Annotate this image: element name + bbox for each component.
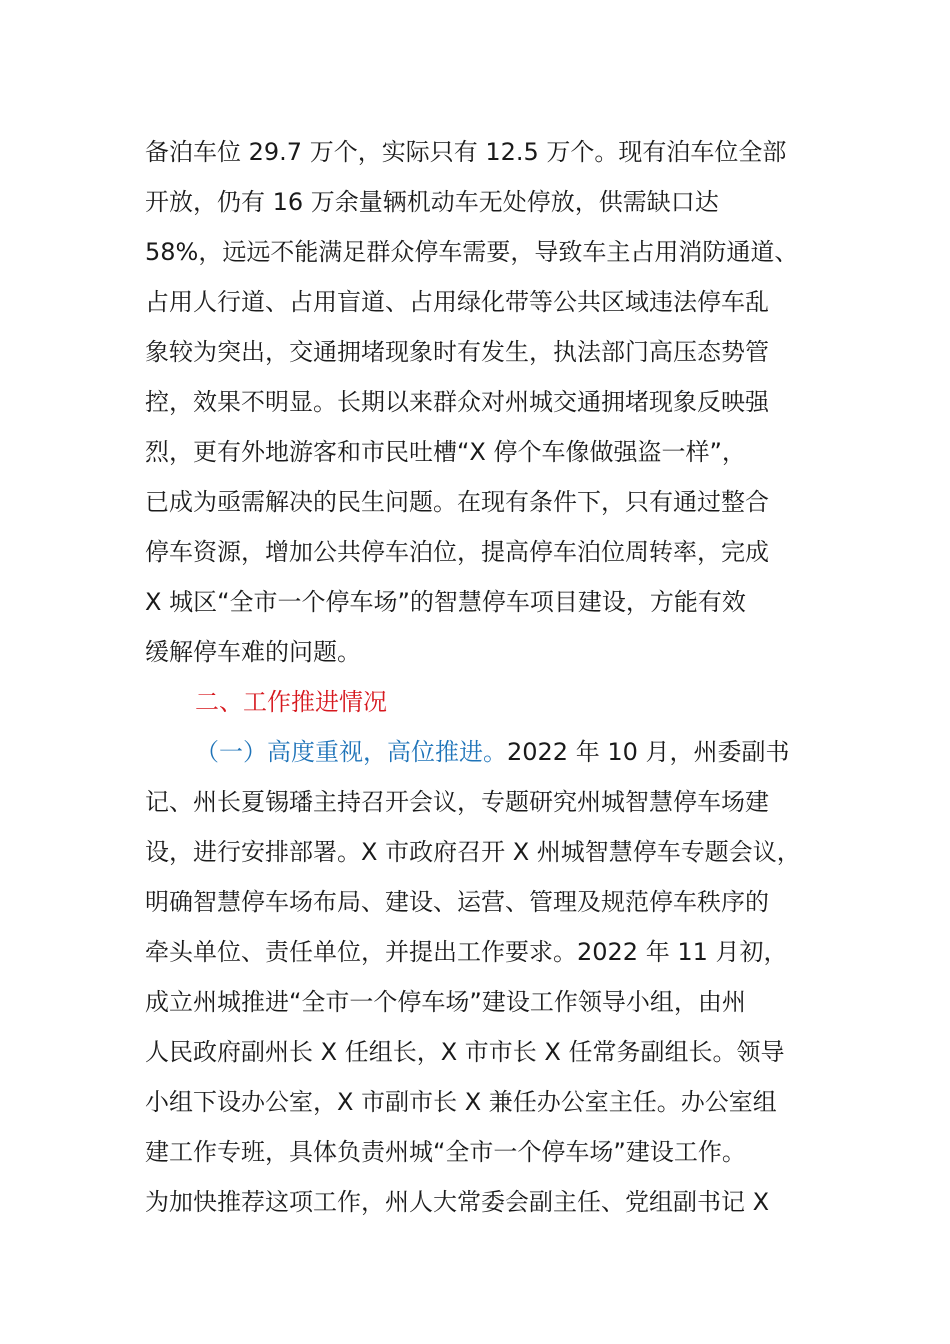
body-line: 58%，远远不能满足群众停车需要，导致车主占用消防通道、 [145,238,799,266]
body-line: 人民政府副州长 X 任组长，X 市市长 X 任常务副组长。领导 [145,1038,785,1066]
body-line: 控，效果不明显。长期以来群众对州城交通拥堵现象反映强 [145,388,769,416]
body-line: 已成为亟需解决的民生问题。在现有条件下，只有通过整合 [145,488,769,516]
section-heading: 二、工作推进情况 [195,688,387,716]
body-line: 设，进行安排部署。X 市政府召开 X 州城智慧停车专题会议， [145,838,801,866]
body-line: 建工作专班，具体负责州城“全市一个停车场”建设工作。 [145,1138,746,1166]
body-line: X 城区“全市一个停车场”的智慧停车项目建设，方能有效 [145,588,746,616]
body-line: 烈，更有外地游客和市民吐槽“X 停个车像做强盗一样”， [145,438,746,466]
body-line: 小组下设办公室，X 市副市长 X 兼任办公室主任。办公室组 [145,1088,777,1116]
body-line: 明确智慧停车场布局、建设、运营、管理及规范停车秩序的 [145,888,769,916]
body-line: 为加快推荐这项工作，州人大常委会副主任、党组副书记 X [145,1188,770,1216]
body-line: 开放，仍有 16 万余量辆机动车无处停放，供需缺口达 [145,188,719,216]
body-line: 占用人行道、占用盲道、占用绿化带等公共区域违法停车乱 [145,288,769,316]
body-line: 成立州城推进“全市一个停车场”建设工作领导小组，由州 [145,988,746,1016]
document-body [145,127,825,1227]
subsection-first-line-text: 2022 年 10 月，州委副书 [507,738,790,766]
body-line: 记、州长夏锡璠主持召开会议，专题研究州城智慧停车场建 [145,788,769,816]
body-line: 牵头单位、责任单位，并提出工作要求。2022 年 11 月初， [145,938,788,966]
body-line: 停车资源，增加公共停车泊位，提高停车泊位周转率，完成 [145,538,769,566]
body-line: 备泊车位 29.7 万个，实际只有 12.5 万个。现有泊车位全部 [145,138,787,166]
body-line: 缓解停车难的问题。 [145,638,361,666]
subsection-heading: （一）高度重视，高位推进。 [195,738,507,766]
subsection-first-line [145,727,825,777]
body-line: 象较为突出，交通拥堵现象时有发生，执法部门高压态势管 [145,338,769,366]
